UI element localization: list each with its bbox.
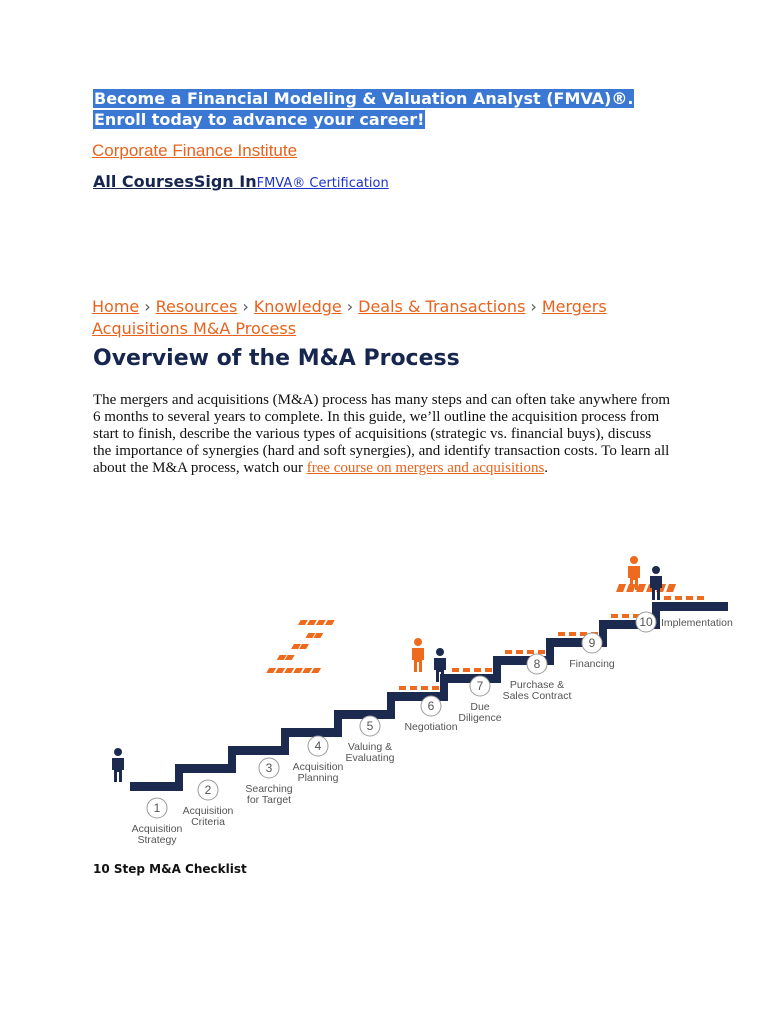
intro-text: The mergers and acquisitions (M&A) process has many steps and can often take anywhere from 6 months to several years to complete. In this guide, we’ll outline the acquisition process from start to finish, describe the various types of acquisitions (strategic vs. financial buys), discuss the importance of synergies (hard and soft synergies), and identify transaction costs. To learn all about the M&A process, watch our — [93, 392, 671, 476]
sign-in-link[interactable]: Sign In — [193, 172, 257, 191]
stair-orange-edge — [527, 650, 534, 654]
stair-orange-edge — [399, 686, 406, 690]
z-dash — [285, 655, 295, 660]
z-dash — [307, 620, 317, 625]
breadcrumb-separator: › — [530, 297, 537, 316]
breadcrumb-current-page[interactable]: Mergers Acquisitions M&A Process — [92, 297, 607, 338]
breadcrumb — [92, 296, 652, 340]
person-top-navy — [650, 566, 662, 600]
stair-orange-edge — [664, 596, 671, 600]
step-5-number: 5 — [366, 719, 374, 733]
breadcrumb-separator: › — [346, 297, 354, 316]
step-3-number: 3 — [265, 761, 273, 775]
step-1-label: Acquisition — [131, 823, 183, 835]
step-9-label: Financing — [569, 658, 615, 670]
stair-orange-edge — [505, 650, 512, 654]
stair-orange-edge — [686, 596, 693, 600]
stair-orange-edge — [421, 686, 428, 690]
step-7-label: Due — [470, 701, 490, 713]
stair-riser — [175, 764, 183, 791]
z-dash — [298, 620, 308, 625]
orange-dash-decoration — [266, 620, 335, 673]
z-dash — [316, 620, 326, 625]
z-dash — [299, 644, 309, 649]
all-courses-link[interactable]: All Courses — [93, 172, 194, 191]
step-1-number: 1 — [153, 801, 161, 815]
stair-tread — [660, 602, 728, 611]
step-7-number: 7 — [476, 679, 484, 693]
stair-orange-edge — [516, 650, 523, 654]
stair-orange-edge — [697, 596, 704, 600]
z-dash — [305, 633, 315, 638]
stair-orange-edge — [675, 596, 682, 600]
step-5-label: Valuing & — [347, 741, 393, 753]
body — [412, 648, 424, 672]
z-dash — [284, 668, 294, 673]
z-dash — [291, 644, 301, 649]
ma-process-staircase-diagram — [100, 540, 733, 860]
z-dash — [313, 633, 323, 638]
head — [652, 566, 660, 574]
z-dash — [277, 655, 287, 660]
person-bottom-navy — [112, 748, 124, 782]
step-3-label: Searching — [245, 783, 293, 795]
step-2-label: Criteria — [191, 816, 225, 828]
stair-riser — [228, 746, 236, 773]
step-3-label: for Target — [246, 794, 292, 806]
corporate-finance-institute-link[interactable]: Corporate Finance Institute — [92, 141, 298, 160]
step-2-number: 2 — [204, 783, 212, 797]
z-dash — [302, 668, 312, 673]
fmva-promo-text[interactable]: Become a Financial Modeling & Valuation Analyst (FMVA)®. Enroll today to advance your career! — [94, 89, 634, 129]
step-7-label: Diligence — [458, 712, 502, 724]
breadcrumb-deals-transactions[interactable]: Deals & Transactions — [358, 297, 526, 316]
step-1-label: Strategy — [137, 834, 177, 846]
intro-end: . — [544, 460, 549, 476]
breadcrumb-separator: › — [242, 297, 249, 316]
step-8-label: Purchase & — [509, 679, 565, 691]
stair-riser — [387, 692, 395, 719]
stair-orange-edge — [538, 650, 545, 654]
step-8-number: 8 — [533, 657, 541, 671]
stair-riser — [281, 728, 289, 755]
step-6-label: Negotiation — [404, 721, 458, 733]
fmva-certification-link[interactable]: FMVA® Certification — [256, 176, 389, 191]
top-nav — [93, 172, 389, 191]
stair-orange-edge — [474, 668, 481, 672]
person-middle-orange — [412, 638, 424, 672]
stair-orange-edge — [558, 632, 565, 636]
step-4-label: Acquisition — [292, 761, 344, 773]
page-title: Overview of the M&A Process — [93, 346, 460, 371]
step-8-label: Sales Contract — [502, 690, 572, 702]
step-markers — [132, 612, 733, 846]
stair-orange-edge — [611, 614, 618, 618]
stair-riser — [334, 710, 342, 737]
step-10-number: 10 — [639, 615, 653, 629]
z-dash — [275, 668, 285, 673]
stair-orange-edge — [452, 668, 459, 672]
z-dash — [325, 620, 335, 625]
head — [414, 638, 422, 646]
figure-caption: 10 Step M&A Checklist — [93, 862, 247, 876]
stair-orange-edge — [463, 668, 470, 672]
step-4-label: Planning — [297, 772, 339, 784]
stair-orange-edge — [485, 668, 492, 672]
free-course-link[interactable]: free course on mergers and acquisitions — [306, 460, 545, 476]
step-9-number: 9 — [588, 636, 596, 650]
z-dash — [311, 668, 321, 673]
landing-stripe — [616, 584, 626, 592]
step-5-label: Evaluating — [345, 752, 395, 764]
step-6-number: 6 — [427, 699, 435, 713]
breadcrumb-knowledge[interactable]: Knowledge — [253, 297, 342, 316]
step-4-number: 4 — [314, 739, 322, 753]
landing-stripe — [666, 584, 676, 592]
head — [114, 748, 122, 756]
stair-orange-edge — [569, 632, 576, 636]
stair-orange-edge — [410, 686, 417, 690]
z-dash — [266, 668, 276, 673]
body — [112, 758, 124, 782]
head — [630, 556, 638, 564]
stair-orange-edge — [622, 614, 629, 618]
breadcrumb-home[interactable]: Home — [92, 297, 140, 316]
stair-riser — [493, 656, 501, 683]
fmva-promo-banner[interactable] — [93, 88, 678, 130]
step-2-label: Acquisition — [182, 805, 234, 817]
body — [650, 576, 662, 600]
step-10-label: Implementation — [661, 617, 733, 629]
stair-riser — [546, 638, 554, 665]
breadcrumb-resources[interactable]: Resources — [155, 297, 238, 316]
breadcrumb-separator: › — [144, 297, 151, 316]
intro-paragraph — [93, 392, 673, 477]
head — [436, 648, 444, 656]
stair-orange-edge — [432, 686, 439, 690]
z-dash — [293, 668, 303, 673]
